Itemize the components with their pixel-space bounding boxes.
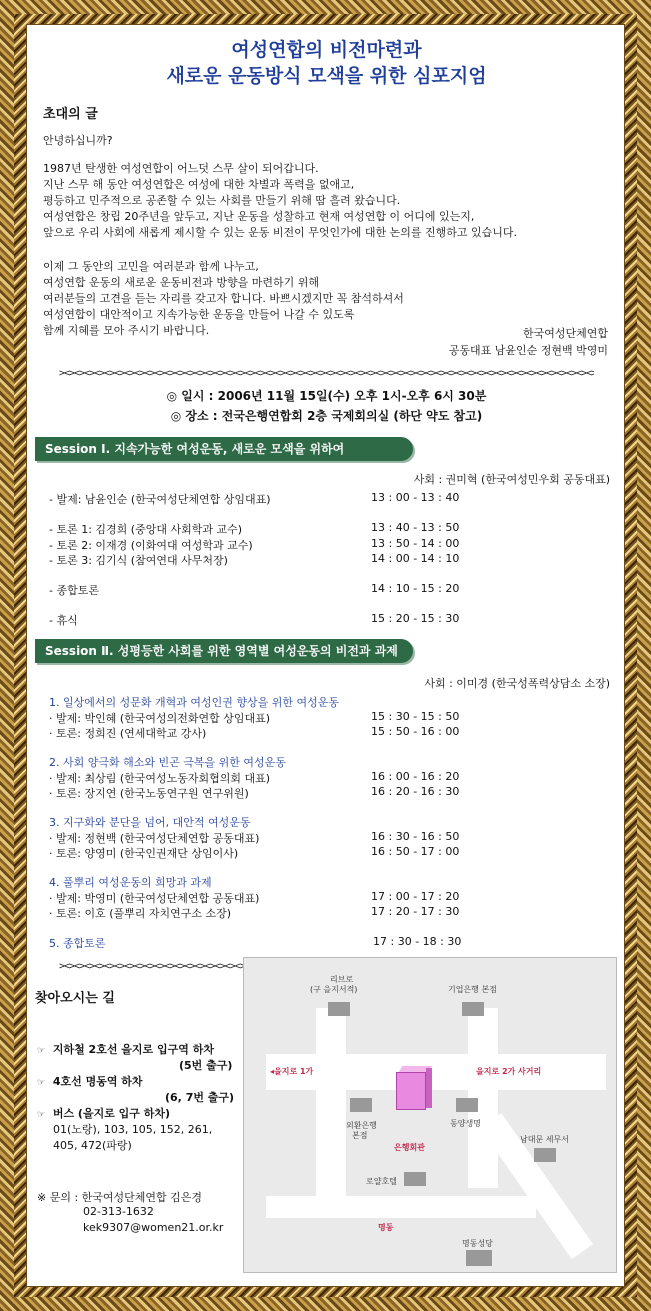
row-time: 13 : 50 - 14 : 00: [371, 537, 460, 550]
para1-line: 1987년 탄생한 여성연합이 어느덧 스무 살이 되어갑니다.: [43, 162, 319, 175]
direction-subway-2: [37, 1041, 214, 1057]
map-label: 남대문 세무서: [520, 1135, 569, 1144]
session-1-header: Session Ⅰ. 지속가능한 여성운동, 새로운 모색을 위하여: [35, 437, 413, 461]
row-label: · 발제: 박영미 (한국여성단체연합 공동대표): [49, 892, 260, 905]
map-road-label: 을지로 2가 사거리: [476, 1067, 542, 1076]
map-label: 명동성당: [462, 1239, 493, 1248]
para1-line: 지난 스무 해 동안 여성연합은 여성에 대한 차별과 폭력을 없애고,: [43, 178, 355, 191]
divider-ornament: [59, 369, 594, 379]
para2-line: 여성연합이 대안적이고 지속가능한 운동을 만들어 나갈 수 있도록: [43, 308, 355, 321]
row-label: - 종합토론: [49, 584, 99, 597]
row-time: 14 : 00 - 14 : 10: [371, 552, 460, 565]
row-time: 16 : 30 - 16 : 50: [371, 830, 460, 843]
map-road-bottom: [266, 1196, 536, 1218]
event-place: ◎ 장소 : 전국은행연합회 2층 국제회의실 (하단 약도 참고): [170, 409, 483, 423]
map-label: 리브로: [330, 975, 354, 984]
session-1-moderator: 사회 : 권미혁 (한국여성민우회 공동대표): [413, 473, 610, 486]
row-time: 14 : 10 - 15 : 20: [371, 582, 460, 595]
para1-line: 앞으로 우리 사회에 새롭게 제시할 수 있는 운동 비전이 무엇인가에 대한 논의를 진행하고 있습니다.: [43, 226, 517, 239]
row-label: · 발제: 최상림 (한국여성노동자회협의회 대표): [49, 772, 271, 785]
contact-line: 문의 : 한국여성단체연합 김은경: [49, 1191, 203, 1204]
direction-text: 4호선 명동역 하차: [52, 1075, 143, 1088]
topic-title: 2. 사회 양극화 해소와 빈곤 극복을 위한 여성운동: [49, 756, 286, 769]
topic-title: 3. 지구화와 분단을 넘어, 대안적 여성운동: [49, 816, 251, 829]
para2-line: 이제 그 동안의 고민을 여러분과 함께 나누고,: [43, 260, 259, 273]
map-building: [328, 1002, 350, 1016]
map-building: [350, 1098, 372, 1112]
row-time: 15 : 50 - 16 : 00: [371, 725, 460, 738]
title-line-2: 새로운 운동방식 모색을 위한 심포지엄: [166, 65, 487, 87]
row-label: - 발제: 남윤인순 (한국여성단체연합 상임대표): [49, 493, 271, 506]
row-time: 15 : 20 - 15 : 30: [371, 612, 460, 625]
map-label: 본점: [352, 1131, 368, 1140]
map-label: 기업은행 본점: [448, 985, 497, 994]
map-road-label: 명동: [378, 1223, 394, 1232]
directions-heading: 찾아오시는 길: [35, 991, 115, 1006]
location-map: [243, 957, 617, 1273]
row-label: - 토론 1: 김경희 (중앙대 사회학과 교수): [49, 523, 242, 536]
session-2-header: Session Ⅱ. 성평등한 사회를 위한 영역별 여성운동의 비전과 과제: [35, 639, 413, 663]
row-label: - 토론 2: 이재경 (이화여대 여성학과 교수): [49, 539, 253, 552]
row-time: 17 : 20 - 17 : 30: [371, 905, 460, 918]
map-building: [466, 1250, 492, 1266]
bus-numbers: 405, 472(파랑): [53, 1139, 132, 1152]
para1-line: 여성연합은 창립 20주년을 앞두고, 지난 운동을 성찰하고 현재 여성연합 이 어디에 있는지,: [43, 210, 475, 223]
invitation-page: [26, 24, 625, 1287]
row-label: · 토론: 양영미 (한국인권재단 상임이사): [49, 847, 239, 860]
reference-mark: ※: [37, 1191, 47, 1204]
session-2-moderator: 사회 : 이미경 (한국성폭력상담소 소장): [424, 677, 610, 690]
map-building: [534, 1148, 556, 1162]
row-time: 17 : 00 - 17 : 20: [371, 890, 460, 903]
direction-exit: (6, 7번 출구): [165, 1091, 235, 1104]
topic-title: 1. 일상에서의 성문화 개혁과 여성인권 향상을 위한 여성운동: [49, 696, 339, 709]
row-time: 13 : 40 - 13 : 50: [371, 521, 460, 534]
row-label: · 토론: 장지연 (한국노동연구원 연구위원): [49, 787, 249, 800]
direction-subway-4: [37, 1073, 143, 1089]
greeting: 안녕하십니까?: [43, 134, 113, 147]
map-label: (구 을지서적): [310, 985, 358, 994]
map-building: [404, 1172, 426, 1186]
invite-heading: 초대의 글: [43, 107, 98, 122]
map-label: 로얄호텔: [366, 1177, 397, 1186]
para2-line: 함께 지혜를 모아 주시기 바랍니다.: [43, 324, 210, 337]
row-time: 16 : 20 - 16 : 30: [371, 785, 460, 798]
pointing-hand-icon: ☞: [37, 1078, 46, 1088]
row-label: · 토론: 이호 (풀뿌리 자치연구소 소장): [49, 907, 232, 920]
row-label: · 토론: 정희진 (연세대학교 강사): [49, 727, 207, 740]
bank-hall-building: [396, 1072, 426, 1110]
event-date: ◎ 일시 : 2006년 11월 15일(수) 오후 1시-오후 6시 30분: [166, 389, 487, 403]
map-building: [462, 1002, 484, 1016]
contact-email: kek9307@women21.or.kr: [83, 1221, 224, 1234]
map-label: 동양생명: [450, 1119, 481, 1128]
map-building: [456, 1098, 478, 1112]
para2-line: 여성연합 운동의 새로운 운동비전과 방향을 마련하기 위해: [43, 276, 320, 289]
row-label: · 발제: 정현백 (한국여성단체연합 공동대표): [49, 832, 260, 845]
row-time: 17 : 30 - 18 : 30: [373, 935, 462, 948]
map-label: 외환은행: [346, 1121, 377, 1130]
direction-text: 지하철 2호선 을지로 입구역 하차: [52, 1043, 214, 1056]
co-representatives: 공동대표 남윤인순 정현백 박영미: [448, 344, 608, 357]
direction-text: 버스 (을지로 입구 하차): [52, 1107, 171, 1120]
pointing-hand-icon: ☞: [37, 1110, 46, 1120]
contact-info: [37, 1189, 202, 1205]
invite-paragraph-1: [43, 161, 517, 241]
row-label: - 휴식: [49, 614, 78, 627]
map-road-label: ◂을지로 1가: [270, 1067, 314, 1076]
map-road-vertical-left: [316, 1008, 346, 1208]
contact-phone: 02-313-1632: [83, 1205, 154, 1218]
row-label: - 토론 3: 김기식 (참여연대 사무처장): [49, 554, 228, 567]
row-time: 15 : 30 - 15 : 50: [371, 710, 460, 723]
row-label: · 발제: 박인혜 (한국여성의전화연합 상임대표): [49, 712, 271, 725]
topic-title: 4. 풀뿌리 여성운동의 희망과 과제: [49, 876, 212, 889]
direction-bus: [37, 1105, 170, 1121]
para1-line: 평등하고 민주적으로 공존할 수 있는 사회를 만들기 위해 땀 흘려 왔습니다.: [43, 194, 401, 207]
title-line-1: 여성연합의 비전마련과: [231, 39, 422, 61]
pointing-hand-icon: ☞: [37, 1046, 46, 1056]
invite-paragraph-2: [43, 259, 404, 339]
direction-exit: (5번 출구): [179, 1059, 233, 1072]
organization-name: 한국여성단체연합: [522, 327, 608, 340]
bus-numbers: 01(노랑), 103, 105, 152, 261,: [53, 1123, 213, 1136]
para2-line: 여러분들의 고견을 듣는 자리를 갖고자 합니다. 바쁘시겠지만 꼭 참석하셔서: [43, 292, 404, 305]
row-time: 16 : 00 - 16 : 20: [371, 770, 460, 783]
topic-title: 5. 종합토론: [49, 937, 106, 950]
row-time: 16 : 50 - 17 : 00: [371, 845, 460, 858]
row-time: 13 : 00 - 13 : 40: [371, 491, 460, 504]
bank-hall-building: [426, 1068, 432, 1108]
map-label-venue: 은행회관: [394, 1143, 425, 1152]
